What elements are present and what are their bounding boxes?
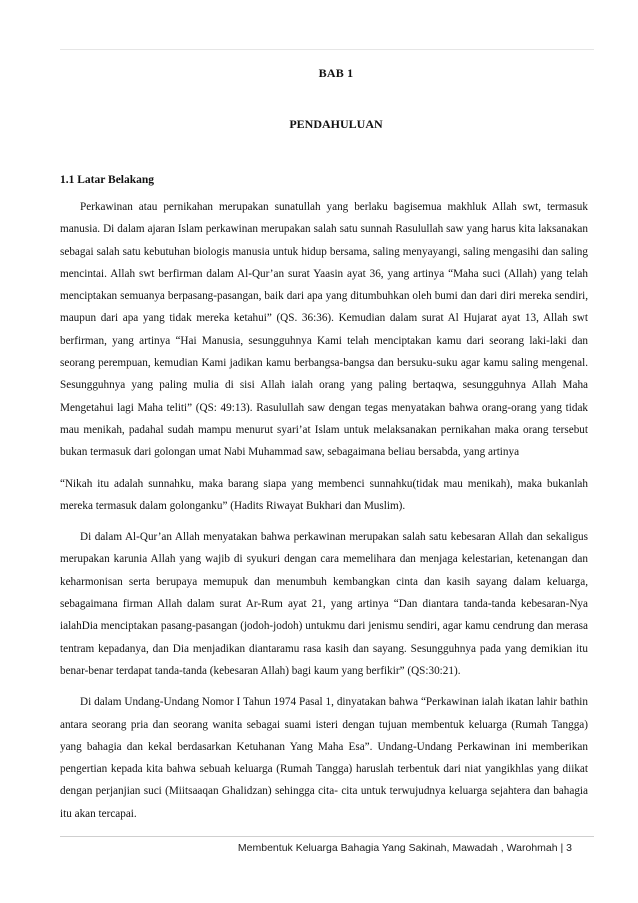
paragraph-3: Di dalam Al-Qur’an Allah menyatakan bahwa perkawinan merupakan salah satu kebesaran Allah dan sekaligus merupakan karunia Allah yang wajib di syukuri dengan cara memelihara dan menjaga kelestarian, ketenangan dan keharmonisan serta berupaya memupuk dan menumbuh kembangkan cinta dan kasih sayang dalam keluarga, sebagaimana firman Allah dalam surat Ar-Rum ayat 21, yang artinya “Dan diantara tanda-tanda kebesaran-Nya ialahDia menciptakan pasang-pasangan (jodoh-jodoh) untukmu dari jenismu sendiri, agar kamu cendrung dan merasa tentram kepadanya, dan Dia menjadikan diantaramu rasa kasih dan sayang. Sesungguhnya pada yang demikian itu benar-benar terdapat tanda-tanda (kebesaran Allah) bagi kaum yang berfikir” (QS:30:21). — [60, 531, 588, 677]
paragraph-2-hadith: “Nikah itu adalah sunnahku, maka barang siapa yang membenci sunnahku(tidak mau menikah), maka bukanlah mereka termasuk dalam golonganku” (Hadits Riwayat Bukhari dan Muslim). — [60, 477, 588, 512]
paragraph-4: Di dalam Undang-Undang Nomor I Tahun 1974 Pasal 1, dinyatakan bahwa “Perkawinan ialah ikatan lahir bathin antara seorang pria dan seorang wanita sebagai suami isteri dengan tujuan membentuk keluarga (Rumah Tangga) yang bahagia dan kekal berdasarkan Ketuhanan Yang Maha Esa”. Undang-Undang Perkawinan ini memberikan pengertian kepada kita bahwa sebuah keluarga (Rumah Tangga) haruslah terbentuk dari niat yangikhlas yang diikat dengan perjanjian suci (Miitsaaqan Ghalidzan) sehingga cita- cita untuk terwujudnya keluarga sejahtera dan bahagia itu akan tercapai. — [60, 696, 588, 820]
chapter-label: BAB 1 — [318, 66, 354, 80]
paragraph-1: Perkawinan atau pernikahan merupakan sunatullah yang berlaku bagisemua makhluk Allah swt, termasuk manusia. Di dalam ajaran Islam perkawinan merupakan salah satu sunnah Rasulullah saw yang harus kita laksanakan sebagai salah satu kebutuhan biologis manusia untuk hidup bersama, saling menyayangi, saling mengasihi dan saling mencintai. Allah swt berfirman dalam Al-Qur’an surat Yaasin ayat 36, yang artinya “Maha suci (Allah) yang telah menciptakan semuanya berpasang-pasangan, baik dari apa yang ditumbuhkan oleh bumi dan dari diri mereka sendiri, maupun dari apa yang tidak mereka ketahui” (QS. 36:36). Kemudian dalam surat Al Hujarat ayat 13, Allah swt berfirman, yang artinya “Hai Manusia, sesungguhnya Kami telah menciptakan kamu dari seorang laki-laki dan seorang perempuan, kemudian Kami jadikan kamu berbangsa-bangsa dan bersuku-suku agar kamu saling mengenal. Sesungguhnya yang paling mulia di sisi Allah ialah orang yang paling bertaqwa, sesungguhnya Allah Maha Mengetahui lagi Maha teliti” (QS: 49:13). Rasulullah saw dengan tegas menyatakan bahwa orang-orang yang tidak mau menikah, padahal sudah mampu menurut syari’at Islam untuk melaksanakan pernikahan maka orang tersebut bukan termasuk dari golongan umat Nabi Muhammad saw, sebagaimana beliau bersabda, yang artinya — [60, 201, 588, 459]
footer-text: Membentuk Keluarga Bahagia Yang Sakinah, Mawadah , Warohmah | 3 — [237, 842, 572, 854]
top-divider — [60, 49, 594, 50]
body-text — [60, 196, 588, 825]
section-heading: 1.1 Latar Belakang — [60, 174, 155, 186]
chapter-title: PENDAHULUAN — [289, 117, 383, 131]
page-footer — [60, 836, 594, 854]
